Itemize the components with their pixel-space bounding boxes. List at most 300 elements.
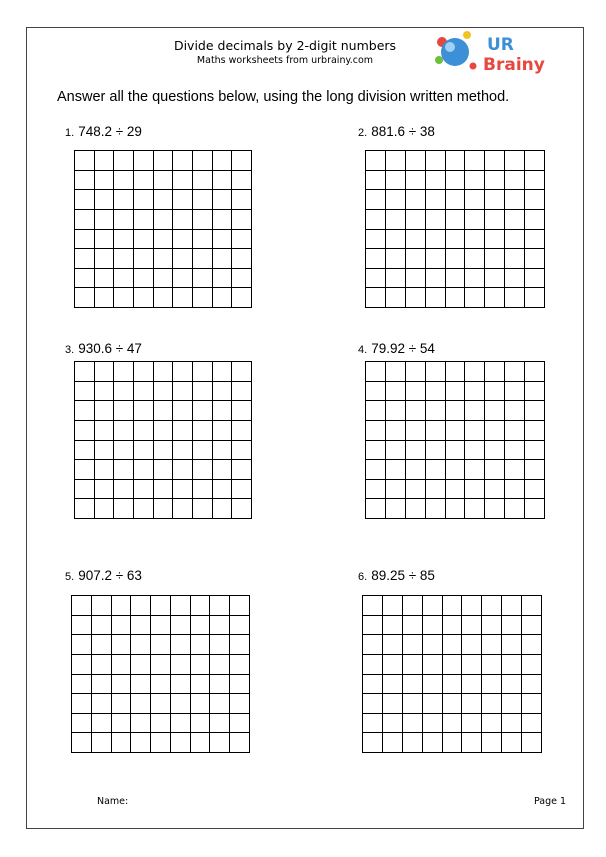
grid-cell[interactable] — [210, 675, 230, 695]
grid-cell[interactable] — [465, 499, 485, 519]
grid-cell[interactable] — [406, 441, 426, 461]
grid-cell[interactable] — [366, 499, 386, 519]
grid-cell[interactable] — [406, 382, 426, 402]
grid-cell[interactable] — [92, 596, 112, 616]
grid-cell[interactable] — [213, 230, 233, 250]
grid-cell[interactable] — [386, 190, 406, 210]
grid-cell[interactable] — [465, 210, 485, 230]
grid-cell[interactable] — [403, 714, 423, 734]
grid-cell[interactable] — [191, 733, 211, 753]
grid-cell[interactable] — [171, 733, 191, 753]
grid-cell[interactable] — [386, 401, 406, 421]
grid-cell[interactable] — [114, 362, 134, 382]
grid-cell[interactable] — [443, 616, 463, 636]
grid-cell[interactable] — [406, 171, 426, 191]
grid-cell[interactable] — [114, 151, 134, 171]
grid-cell[interactable] — [423, 596, 443, 616]
grid-cell[interactable] — [232, 171, 252, 191]
grid-cell[interactable] — [75, 499, 95, 519]
grid-cell[interactable] — [423, 655, 443, 675]
grid-cell[interactable] — [151, 655, 171, 675]
grid-cell[interactable] — [171, 714, 191, 734]
grid-cell[interactable] — [485, 499, 505, 519]
grid-cell[interactable] — [482, 733, 502, 753]
grid-cell[interactable] — [154, 171, 174, 191]
grid-cell[interactable] — [446, 382, 466, 402]
grid-cell[interactable] — [525, 362, 545, 382]
grid-cell[interactable] — [485, 288, 505, 308]
grid-cell[interactable] — [465, 441, 485, 461]
grid-cell[interactable] — [465, 269, 485, 289]
grid-cell[interactable] — [114, 230, 134, 250]
grid-cell[interactable] — [230, 675, 250, 695]
grid-cell[interactable] — [232, 210, 252, 230]
grid-cell[interactable] — [525, 382, 545, 402]
grid-cell[interactable] — [485, 421, 505, 441]
grid-cell[interactable] — [426, 269, 446, 289]
grid-cell[interactable] — [193, 441, 213, 461]
grid-cell[interactable] — [173, 362, 193, 382]
grid-cell[interactable] — [134, 480, 154, 500]
grid-cell[interactable] — [426, 210, 446, 230]
grid-cell[interactable] — [131, 733, 151, 753]
grid-cell[interactable] — [485, 171, 505, 191]
grid-cell[interactable] — [403, 655, 423, 675]
grid-cell[interactable] — [151, 596, 171, 616]
grid-cell[interactable] — [505, 230, 525, 250]
grid-cell[interactable] — [406, 210, 426, 230]
grid-cell[interactable] — [213, 460, 233, 480]
grid-cell[interactable] — [443, 714, 463, 734]
grid-cell[interactable] — [426, 441, 446, 461]
grid-cell[interactable] — [525, 401, 545, 421]
grid-cell[interactable] — [154, 249, 174, 269]
grid-cell[interactable] — [426, 288, 446, 308]
grid-cell[interactable] — [363, 596, 383, 616]
grid-cell[interactable] — [462, 616, 482, 636]
grid-cell[interactable] — [154, 401, 174, 421]
grid-cell[interactable] — [151, 733, 171, 753]
grid-cell[interactable] — [446, 151, 466, 171]
grid-cell[interactable] — [366, 288, 386, 308]
grid-cell[interactable] — [383, 694, 403, 714]
grid-cell[interactable] — [95, 421, 115, 441]
grid-cell[interactable] — [525, 249, 545, 269]
grid-cell[interactable] — [131, 616, 151, 636]
grid-cell[interactable] — [75, 210, 95, 230]
grid-cell[interactable] — [426, 460, 446, 480]
answer-grid-2[interactable] — [365, 150, 545, 308]
grid-cell[interactable] — [403, 733, 423, 753]
grid-cell[interactable] — [406, 269, 426, 289]
grid-cell[interactable] — [173, 441, 193, 461]
grid-cell[interactable] — [131, 675, 151, 695]
grid-cell[interactable] — [95, 210, 115, 230]
grid-cell[interactable] — [366, 480, 386, 500]
grid-cell[interactable] — [230, 655, 250, 675]
grid-cell[interactable] — [95, 269, 115, 289]
grid-cell[interactable] — [75, 230, 95, 250]
answer-grid-3[interactable] — [74, 361, 252, 519]
grid-cell[interactable] — [151, 694, 171, 714]
grid-cell[interactable] — [462, 635, 482, 655]
grid-cell[interactable] — [443, 733, 463, 753]
grid-cell[interactable] — [154, 382, 174, 402]
grid-cell[interactable] — [213, 401, 233, 421]
grid-cell[interactable] — [173, 401, 193, 421]
grid-cell[interactable] — [72, 616, 92, 636]
grid-cell[interactable] — [482, 616, 502, 636]
grid-cell[interactable] — [114, 499, 134, 519]
grid-cell[interactable] — [505, 362, 525, 382]
grid-cell[interactable] — [114, 269, 134, 289]
grid-cell[interactable] — [232, 480, 252, 500]
grid-cell[interactable] — [75, 441, 95, 461]
grid-cell[interactable] — [525, 480, 545, 500]
grid-cell[interactable] — [171, 694, 191, 714]
grid-cell[interactable] — [92, 714, 112, 734]
grid-cell[interactable] — [485, 151, 505, 171]
grid-cell[interactable] — [485, 230, 505, 250]
answer-grid-4[interactable] — [365, 361, 545, 519]
grid-cell[interactable] — [95, 480, 115, 500]
grid-cell[interactable] — [505, 421, 525, 441]
grid-cell[interactable] — [92, 616, 112, 636]
grid-cell[interactable] — [75, 171, 95, 191]
grid-cell[interactable] — [446, 362, 466, 382]
grid-cell[interactable] — [213, 210, 233, 230]
grid-cell[interactable] — [72, 714, 92, 734]
grid-cell[interactable] — [465, 421, 485, 441]
grid-cell[interactable] — [213, 480, 233, 500]
grid-cell[interactable] — [485, 382, 505, 402]
grid-cell[interactable] — [213, 288, 233, 308]
grid-cell[interactable] — [232, 288, 252, 308]
grid-cell[interactable] — [366, 460, 386, 480]
grid-cell[interactable] — [525, 151, 545, 171]
grid-cell[interactable] — [232, 230, 252, 250]
grid-cell[interactable] — [210, 655, 230, 675]
grid-cell[interactable] — [485, 362, 505, 382]
grid-cell[interactable] — [213, 499, 233, 519]
grid-cell[interactable] — [465, 480, 485, 500]
grid-cell[interactable] — [363, 714, 383, 734]
grid-cell[interactable] — [193, 171, 213, 191]
grid-cell[interactable] — [112, 635, 132, 655]
grid-cell[interactable] — [114, 171, 134, 191]
grid-cell[interactable] — [406, 421, 426, 441]
grid-cell[interactable] — [75, 190, 95, 210]
grid-cell[interactable] — [502, 733, 522, 753]
grid-cell[interactable] — [443, 655, 463, 675]
grid-cell[interactable] — [406, 460, 426, 480]
grid-cell[interactable] — [75, 362, 95, 382]
grid-cell[interactable] — [386, 421, 406, 441]
grid-cell[interactable] — [134, 421, 154, 441]
grid-cell[interactable] — [75, 460, 95, 480]
grid-cell[interactable] — [193, 269, 213, 289]
grid-cell[interactable] — [423, 714, 443, 734]
grid-cell[interactable] — [522, 635, 542, 655]
grid-cell[interactable] — [446, 210, 466, 230]
grid-cell[interactable] — [525, 288, 545, 308]
grid-cell[interactable] — [232, 499, 252, 519]
grid-cell[interactable] — [210, 616, 230, 636]
grid-cell[interactable] — [171, 655, 191, 675]
grid-cell[interactable] — [383, 733, 403, 753]
grid-cell[interactable] — [462, 675, 482, 695]
grid-cell[interactable] — [154, 190, 174, 210]
grid-cell[interactable] — [502, 675, 522, 695]
grid-cell[interactable] — [232, 421, 252, 441]
grid-cell[interactable] — [171, 675, 191, 695]
grid-cell[interactable] — [151, 675, 171, 695]
grid-cell[interactable] — [173, 288, 193, 308]
grid-cell[interactable] — [426, 421, 446, 441]
grid-cell[interactable] — [193, 151, 213, 171]
grid-cell[interactable] — [505, 382, 525, 402]
grid-cell[interactable] — [193, 499, 213, 519]
grid-cell[interactable] — [213, 441, 233, 461]
grid-cell[interactable] — [366, 382, 386, 402]
grid-cell[interactable] — [522, 733, 542, 753]
grid-cell[interactable] — [465, 190, 485, 210]
answer-grid-1[interactable] — [74, 150, 252, 308]
grid-cell[interactable] — [112, 596, 132, 616]
grid-cell[interactable] — [363, 616, 383, 636]
grid-cell[interactable] — [386, 441, 406, 461]
grid-cell[interactable] — [446, 288, 466, 308]
grid-cell[interactable] — [403, 675, 423, 695]
grid-cell[interactable] — [75, 151, 95, 171]
grid-cell[interactable] — [525, 460, 545, 480]
grid-cell[interactable] — [95, 499, 115, 519]
grid-cell[interactable] — [426, 230, 446, 250]
grid-cell[interactable] — [75, 480, 95, 500]
grid-cell[interactable] — [232, 460, 252, 480]
grid-cell[interactable] — [92, 655, 112, 675]
grid-cell[interactable] — [525, 210, 545, 230]
grid-cell[interactable] — [462, 733, 482, 753]
grid-cell[interactable] — [134, 210, 154, 230]
grid-cell[interactable] — [502, 596, 522, 616]
grid-cell[interactable] — [366, 441, 386, 461]
grid-cell[interactable] — [366, 269, 386, 289]
grid-cell[interactable] — [72, 733, 92, 753]
grid-cell[interactable] — [114, 460, 134, 480]
grid-cell[interactable] — [386, 362, 406, 382]
grid-cell[interactable] — [95, 441, 115, 461]
grid-cell[interactable] — [465, 230, 485, 250]
grid-cell[interactable] — [485, 480, 505, 500]
grid-cell[interactable] — [173, 190, 193, 210]
grid-cell[interactable] — [406, 288, 426, 308]
grid-cell[interactable] — [502, 694, 522, 714]
grid-cell[interactable] — [363, 655, 383, 675]
grid-cell[interactable] — [465, 288, 485, 308]
grid-cell[interactable] — [363, 675, 383, 695]
grid-cell[interactable] — [406, 190, 426, 210]
grid-cell[interactable] — [193, 460, 213, 480]
grid-cell[interactable] — [443, 596, 463, 616]
grid-cell[interactable] — [131, 635, 151, 655]
grid-cell[interactable] — [114, 288, 134, 308]
grid-cell[interactable] — [443, 675, 463, 695]
grid-cell[interactable] — [423, 616, 443, 636]
grid-cell[interactable] — [230, 616, 250, 636]
grid-cell[interactable] — [92, 675, 112, 695]
grid-cell[interactable] — [230, 714, 250, 734]
grid-cell[interactable] — [173, 210, 193, 230]
grid-cell[interactable] — [482, 635, 502, 655]
grid-cell[interactable] — [134, 151, 154, 171]
grid-cell[interactable] — [210, 733, 230, 753]
grid-cell[interactable] — [383, 714, 403, 734]
grid-cell[interactable] — [131, 694, 151, 714]
grid-cell[interactable] — [134, 499, 154, 519]
grid-cell[interactable] — [505, 171, 525, 191]
grid-cell[interactable] — [173, 151, 193, 171]
grid-cell[interactable] — [134, 460, 154, 480]
grid-cell[interactable] — [210, 596, 230, 616]
grid-cell[interactable] — [525, 269, 545, 289]
grid-cell[interactable] — [386, 460, 406, 480]
grid-cell[interactable] — [406, 362, 426, 382]
grid-cell[interactable] — [173, 421, 193, 441]
grid-cell[interactable] — [134, 441, 154, 461]
grid-cell[interactable] — [230, 596, 250, 616]
grid-cell[interactable] — [173, 269, 193, 289]
grid-cell[interactable] — [134, 288, 154, 308]
grid-cell[interactable] — [462, 714, 482, 734]
grid-cell[interactable] — [95, 460, 115, 480]
grid-cell[interactable] — [406, 230, 426, 250]
grid-cell[interactable] — [522, 714, 542, 734]
grid-cell[interactable] — [366, 401, 386, 421]
grid-cell[interactable] — [213, 362, 233, 382]
grid-cell[interactable] — [465, 382, 485, 402]
grid-cell[interactable] — [193, 249, 213, 269]
grid-cell[interactable] — [72, 675, 92, 695]
grid-cell[interactable] — [366, 210, 386, 230]
grid-cell[interactable] — [75, 421, 95, 441]
grid-cell[interactable] — [95, 190, 115, 210]
grid-cell[interactable] — [210, 714, 230, 734]
grid-cell[interactable] — [525, 190, 545, 210]
grid-cell[interactable] — [95, 382, 115, 402]
grid-cell[interactable] — [446, 249, 466, 269]
grid-cell[interactable] — [114, 480, 134, 500]
grid-cell[interactable] — [446, 441, 466, 461]
grid-cell[interactable] — [386, 288, 406, 308]
grid-cell[interactable] — [465, 171, 485, 191]
grid-cell[interactable] — [95, 362, 115, 382]
grid-cell[interactable] — [505, 249, 525, 269]
grid-cell[interactable] — [482, 655, 502, 675]
grid-cell[interactable] — [386, 171, 406, 191]
grid-cell[interactable] — [95, 151, 115, 171]
grid-cell[interactable] — [525, 441, 545, 461]
grid-cell[interactable] — [114, 441, 134, 461]
grid-cell[interactable] — [154, 441, 174, 461]
grid-cell[interactable] — [154, 480, 174, 500]
grid-cell[interactable] — [465, 151, 485, 171]
grid-cell[interactable] — [92, 694, 112, 714]
grid-cell[interactable] — [193, 288, 213, 308]
grid-cell[interactable] — [423, 675, 443, 695]
grid-cell[interactable] — [462, 694, 482, 714]
grid-cell[interactable] — [173, 171, 193, 191]
grid-cell[interactable] — [426, 249, 446, 269]
grid-cell[interactable] — [426, 480, 446, 500]
grid-cell[interactable] — [154, 362, 174, 382]
grid-cell[interactable] — [465, 249, 485, 269]
grid-cell[interactable] — [366, 190, 386, 210]
grid-cell[interactable] — [213, 269, 233, 289]
grid-cell[interactable] — [112, 616, 132, 636]
grid-cell[interactable] — [485, 441, 505, 461]
grid-cell[interactable] — [522, 675, 542, 695]
grid-cell[interactable] — [446, 190, 466, 210]
grid-cell[interactable] — [462, 596, 482, 616]
grid-cell[interactable] — [173, 460, 193, 480]
grid-cell[interactable] — [482, 694, 502, 714]
grid-cell[interactable] — [505, 288, 525, 308]
grid-cell[interactable] — [213, 382, 233, 402]
grid-cell[interactable] — [423, 733, 443, 753]
grid-cell[interactable] — [386, 249, 406, 269]
grid-cell[interactable] — [173, 230, 193, 250]
grid-cell[interactable] — [482, 596, 502, 616]
grid-cell[interactable] — [525, 421, 545, 441]
grid-cell[interactable] — [502, 714, 522, 734]
grid-cell[interactable] — [232, 190, 252, 210]
grid-cell[interactable] — [154, 421, 174, 441]
grid-cell[interactable] — [114, 382, 134, 402]
grid-cell[interactable] — [92, 733, 112, 753]
grid-cell[interactable] — [482, 714, 502, 734]
grid-cell[interactable] — [151, 714, 171, 734]
grid-cell[interactable] — [485, 210, 505, 230]
grid-cell[interactable] — [95, 230, 115, 250]
grid-cell[interactable] — [446, 230, 466, 250]
grid-cell[interactable] — [406, 480, 426, 500]
grid-cell[interactable] — [193, 210, 213, 230]
grid-cell[interactable] — [193, 190, 213, 210]
grid-cell[interactable] — [230, 694, 250, 714]
grid-cell[interactable] — [386, 382, 406, 402]
grid-cell[interactable] — [403, 635, 423, 655]
grid-cell[interactable] — [485, 460, 505, 480]
grid-cell[interactable] — [154, 499, 174, 519]
grid-cell[interactable] — [485, 269, 505, 289]
answer-grid-5[interactable] — [71, 595, 250, 753]
grid-cell[interactable] — [173, 499, 193, 519]
grid-cell[interactable] — [154, 210, 174, 230]
grid-cell[interactable] — [383, 635, 403, 655]
grid-cell[interactable] — [134, 269, 154, 289]
grid-cell[interactable] — [191, 675, 211, 695]
grid-cell[interactable] — [366, 151, 386, 171]
grid-cell[interactable] — [426, 401, 446, 421]
grid-cell[interactable] — [406, 151, 426, 171]
grid-cell[interactable] — [173, 249, 193, 269]
grid-cell[interactable] — [230, 635, 250, 655]
answer-grid-6[interactable] — [362, 595, 542, 753]
grid-cell[interactable] — [446, 480, 466, 500]
grid-cell[interactable] — [131, 655, 151, 675]
grid-cell[interactable] — [366, 362, 386, 382]
